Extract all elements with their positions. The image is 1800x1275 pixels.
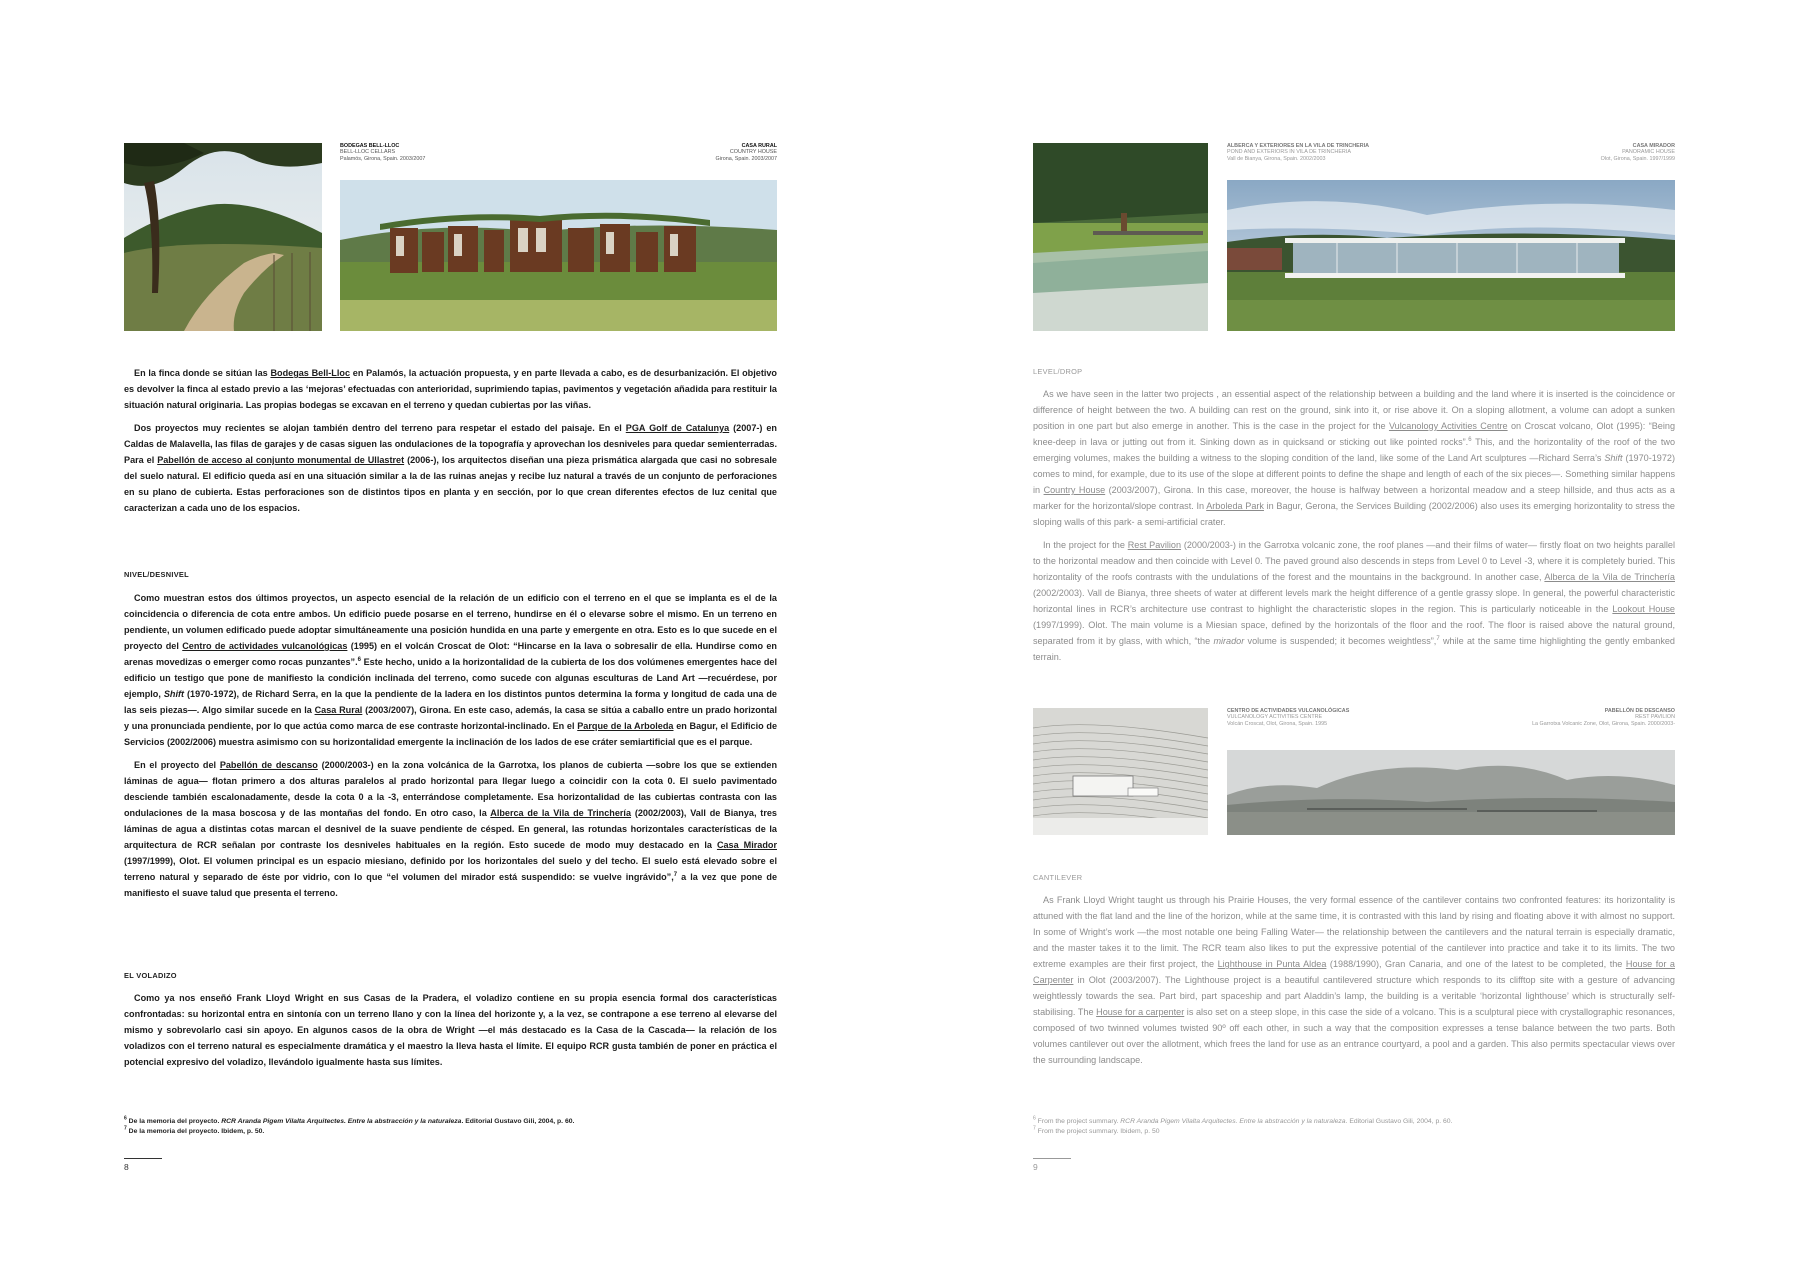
text-run: (2003/2007), Girona. In this case, moreover, the house is halfway between a horizontal meadow and a steep hillside, and thus acts as a marker for the horizontal/slope contrast. In [1033, 485, 1675, 511]
text-run: in Olot (2003/2007). The Lighthouse project is a beautiful cantilevered structure which responds to its clifftop site with a gesture of advancing weightlessly towards the sea. Part bird, part spaceship and part Aladdin’s lamp, the building is a veritable ‘horizontal lighthouse’ which is structurally self-stabilising. The [1033, 975, 1675, 1017]
footnote-number: 7 [1033, 1125, 1036, 1132]
alberca-photo [1033, 143, 1208, 331]
caption-title: CENTRO DE ACTIVIDADES VULCANOLÓGICAS [1227, 708, 1350, 714]
pavilion-photo [1227, 750, 1675, 835]
link-alberca-trincheria[interactable]: Alberca de la Vila de Trinchería [490, 808, 631, 818]
bell-lloc-image [124, 143, 322, 331]
text-italic: Shift [163, 689, 185, 699]
right-column-level [1033, 386, 1675, 672]
paragraph [1033, 537, 1675, 665]
text-run: As Frank Lloyd Wright taught us through his Prairie Houses, the very formal essence of the cantilever contains two confronted features: its horizontality is attuned with the flat land and the line of the horizon, while at the same time, it is contrasted with this land by rising and floating above it with almost no support. In some of Wright’s work —the most notable one being Falling Water— the relationship between the cantilevers and the natural terrain is especially dramatic, and the master takes it to the limit. The RCR team also likes to put the expressive potential of the cantilever into practice and take it to its limits. The two extreme examples are their first project, the [1033, 895, 1675, 969]
right-page [900, 0, 1800, 1275]
text-run: in Bagur, Gerona, the Services Building (2002/2006) also uses its emerging horizontality to stress the sloping walls of this park- a semi-artificial crater. [1033, 501, 1675, 527]
section-heading-level: LEVEL/DROP [1033, 367, 1083, 376]
paragraph [124, 420, 777, 516]
text-run: De la memoria del proyecto. Ibidem, p. 50. [128, 1128, 265, 1135]
caption-subtitle: BELL-LLOC CELLARS [340, 149, 396, 156]
caption-title: BODEGAS BELL-LLOC [340, 143, 400, 149]
paragraph [1033, 386, 1675, 530]
caption-place: La Garrotxa Volcanic Zone, Olot, Girona, Spain. 2000/2003- [1532, 720, 1675, 727]
footnote-ref: 6 [1468, 436, 1472, 443]
caption-title: CASA RURAL [741, 143, 777, 149]
text-run: (1995) en el volcán Croscat de Olot: “Hincarse en la lava o sobresalir de ella. Hundirse como en arenas movedizas o emerger como rocas punzantes”. [124, 641, 777, 667]
footnotes [1033, 1117, 1675, 1137]
text-run: on Croscat volcano, Olot (1995): “Being knee-deep in lava or jutting out from it. Sinking down as in quicksand or sticking out like pointed rocks”. [1033, 421, 1675, 447]
casa-rural-caption [560, 143, 777, 162]
caption-subtitle: COUNTRY HOUSE [729, 149, 777, 156]
footnote-ref: 6 [357, 656, 361, 663]
footnote-7 [1033, 1127, 1675, 1137]
text-run: Dos proyectos muy recientes se alojan también dentro del terreno para respetar el estado del paisaje. En el [134, 423, 626, 433]
right-column-cantilever [1033, 892, 1675, 1075]
text-italic: Shift [1604, 453, 1623, 463]
caption-title: PABELLÓN DE DESCANSO [1604, 708, 1675, 714]
pavilion-caption [1440, 708, 1675, 727]
text-run: (1970-1972), de Richard Serra, en la que la pendiente de la ladera en los distintos puntos determina la forma y longitud de cada una de las seis piezas—. Algo similar sucede en la [124, 689, 777, 715]
left-column-voladizo [124, 990, 777, 1077]
text-run: From the project summary. Ibidem, p. 50 [1037, 1128, 1160, 1135]
link-casa-rural[interactable]: Casa Rural [314, 705, 363, 715]
caption-subtitle: REST PAVILION [1635, 714, 1675, 721]
link-country-house[interactable]: Country House [1043, 485, 1106, 495]
caption-subtitle: POND AND EXTERIORS IN VILA DE TRINCHERIA [1227, 149, 1351, 156]
text-run: (2007-) en Caldas de Malavella, las filas de garajes y de casas siguen las ondulaciones de la topografía y aprovechan los desniveles para quedar semienterradas. Para el [124, 423, 777, 465]
caption-place: Volcán Croscat, Olot, Girona, Spain. 1995 [1227, 720, 1328, 727]
footnote-ref: 7 [1436, 635, 1440, 642]
link-vulcanology-centre[interactable]: Vulcanology Activities Centre [1388, 421, 1508, 431]
caption-place: Vall de Bianya, Girona, Spain. 2002/2003 [1227, 155, 1326, 162]
page-number: 8 [124, 1162, 129, 1172]
text-run: In the project for the [1043, 540, 1128, 550]
footnote-number: 6 [1033, 1115, 1036, 1122]
text-run: en Palamós, la actuación propuesta, y en parte llevada a cabo, es de desurbanización. El objetivo es devolver la finca al estado previo a las ‘mejoras’ efectuadas con anterioridad, suprimiendo tapias, pavimentos y vegetación añadida para restituir la situación natural originaria. Las propias bodegas se excavan en el terreno y quedan cubiertas por las viñas. [124, 368, 777, 410]
mirador-photo [1227, 180, 1675, 331]
link-pga-golf[interactable]: PGA Golf de Catalunya [625, 423, 730, 433]
pavilion-image [1227, 750, 1675, 835]
bell-lloc-photo [124, 143, 322, 331]
text-run: (2000/2003-) in the Garrotxa volcanic zone, the roof planes —and their films of water— firstly float on two heights parallel to the horizontal meadow and then coincide with Level 0. The paved ground also descends in steps from Level 0 to Level -3, where it is completely buried. This horizontality of the roofs contrasts with the undulations of the forest and the mountains in the background. In another case, [1033, 540, 1675, 582]
text-run: (1997/1999). Olot. The main volume is a Miesian space, defined by the horizontals of the floor and the roof. The floor is raised above the natural ground, separated from it by glass, with which, “the [1033, 620, 1675, 646]
footnotes [124, 1117, 777, 1137]
text-run: (2002/2003). Vall de Bianya, three sheets of water at different levels mark the height difference of a gentle grassy slope. In general, the powerful characteristic horizontal lines in RCR’s architecture use contrast to highlight the characteristic slopes in the region. This is particularly noticeable in the [1033, 588, 1675, 614]
text-run: (1988/1990), Gran Canaria, and one of the latest to be completed, the [1326, 959, 1626, 969]
vulcano-photo [1033, 708, 1208, 835]
page-number: 9 [1033, 1162, 1038, 1172]
link-bodegas-bell-lloc[interactable]: Bodegas Bell-Lloc [270, 368, 351, 378]
section-heading-nivel: NIVEL/DESNIVEL [124, 570, 189, 579]
footnote-number: 6 [124, 1115, 127, 1122]
paragraph [124, 590, 777, 750]
text-italic: RCR Aranda Pigem Vilalta Arquitectes. Entre la abstracción y la naturaleza [221, 1118, 462, 1125]
text-run: a la vez que pone de manifiesto el suave talud que presenta el terreno. [124, 872, 777, 898]
footnote-number: 7 [124, 1125, 127, 1132]
text-run: . Editorial Gustavo Gili, 2004, p. 60. [1345, 1118, 1453, 1125]
text-run: (2003/2007), Girona. En este caso, además, la casa se sitúa a caballo entre un prado horizontal y una pronunciada pendiente, por lo que actúa como marca de ese contraste horizontal-inclinado. En el [124, 705, 777, 731]
caption-subtitle: PANORAMIC HOUSE [1622, 149, 1675, 156]
link-centro-vulcanologicas[interactable]: Centro de actividades vulcanológicas [182, 641, 348, 651]
link-house-for-a-carpenter-2[interactable]: House for a carpenter [1096, 1007, 1185, 1017]
caption-subtitle: VULCANOLOGY ACTIVITIES CENTRE [1227, 714, 1323, 721]
alberca-caption [1227, 143, 1369, 162]
page-number-rule [1033, 1158, 1071, 1159]
text-italic: mirador [1213, 636, 1245, 646]
link-pabellon-descanso[interactable]: Pabellón de descanso [219, 760, 318, 770]
caption-place: Palamós, Girona, Spain. 2003/2007 [340, 155, 426, 162]
text-italic: RCR Aranda Pigem Vilalta Arquitectes. Entre la abstracción y la naturaleza [1120, 1118, 1346, 1125]
vulcano-model-image [1033, 708, 1208, 835]
text-run: en Bagur, el Edificio de Servicios (2002/2006) muestra asimismo con su horizontalidad emergente la inclinación de los lados de ese cráter semiartificial que es el parque. [124, 721, 777, 747]
text-run: (2006-), los arquitectos diseñan una pieza prismática alargada que casi no sobresale del suelo natural. El edificio queda así en una situación similar a la de las ruinas anejas y recibe luz natural a través de un conjunto de perforaciones en su plano de cubierta. Estas perforaciones son de distintos tipos en planta y en sección, por lo que crean diferentes efectos de luz cenital que caracterizan a cada uno de los espacios. [124, 455, 777, 513]
text-run: (2002/2003), Vall de Bianya, tres láminas de agua a distintas cotas marcan el desnivel de la suave pendiente de césped. En general, las rotundas horizontales características de la arquitectura de RCR señalan por contraste los desniveles habituales en la región. Esto sucede de modo muy destacado en la [124, 808, 777, 850]
casa-rural-photo [340, 180, 777, 331]
text-run: From the project summary. [1037, 1118, 1121, 1125]
footnote-7 [124, 1127, 777, 1137]
text-run: De la memoria del proyecto. [128, 1118, 222, 1125]
text-run: This, and the horizontality of the roof of the two emerging volumes, makes the building a witness to the sloping condition of the land, like some of the Land Art sculptures —Richard Serra’s [1033, 437, 1676, 463]
link-arboleda-park[interactable]: Arboleda Park [1206, 501, 1264, 511]
text-run: En la finca donde se sitúan las [134, 368, 271, 378]
section-heading-cantilever: CANTILEVER [1033, 873, 1083, 882]
footnote-6 [124, 1117, 777, 1127]
page-number-rule [124, 1158, 162, 1159]
caption-title: ALBERCA Y EXTERIORES EN LA VILA DE TRINCHERIA [1227, 143, 1370, 149]
bell-lloc-caption [340, 143, 425, 162]
paragraph [124, 365, 777, 413]
casa-rural-image [340, 180, 777, 331]
paragraph [1033, 892, 1675, 1068]
link-rest-pavilion[interactable]: Rest Pavilion [1127, 540, 1182, 550]
text-run: As we have seen in the latter two projects , an essential aspect of the relationship between a building and the land where it is inserted is the coincidence or difference of height between the two. A building can rest on the ground, sink into it, or rise above it. On a sloping allotment, a volume can adopt a sunken position in one part but also emerge in another. This is the case in the project for the [1033, 389, 1675, 431]
text-run: En el proyecto del [134, 760, 220, 770]
text-run: Como muestran estos dos últimos proyectos, un aspecto esencial de la relación de un edificio con el terreno en el que se implanta es el de la coincidencia o diferencia de cota entre ambos. Un edificio puede posarse en el terreno, hundirse en él o elevarse sobre el mismo. En un terreno en pendiente, un volumen edificado puede adoptar simultáneamente una posición hundida en una parte y emergente en otra. Esto es lo que sucede en el proyecto del [124, 593, 777, 651]
text-run: is also set on a steep slope, in this case the side of a volcano. This is a sculptural piece with crystallographic resonances, composed of two twinned volumes twisted 90º off each other, in such a way that the composition expresses a tense balance between the two parts. Both volumes cantilever out over the allotment, which frees the land for use as an entrance courtyard, a pool and a garden. This also permits spectacular views over the surrounding landscape. [1033, 1007, 1675, 1065]
text-run: volume is suspended; it becomes weightless”, [1244, 636, 1437, 646]
text-run: (1970-1972) comes to mind, for example, due to its use of the slope at different points to define the shape and length of each of the six pieces—. Something similar happens in [1033, 453, 1675, 495]
link-casa-mirador[interactable]: Casa Mirador [716, 840, 777, 850]
mirador-caption [1460, 143, 1675, 162]
paragraph: Como ya nos enseñó Frank Lloyd Wright en sus Casas de la Pradera, el voladizo contiene en su propia esencia formal dos características confrontadas: su horizontal entra en sintonía con un terreno llano y con la línea del horizonte y, a la vez, se contrapone a ese terreno al elevarse del mismo y sobrevolarlo casi sin apoyo. En algunos casos de la obra de Wright —el más destacado es la Casa de la Cascada— la relación de los voladizos con el terreno natural es especialmente dramática y el maestro la lleva hasta el límite. El equipo RCR gusta también de poner en práctica el potencial expresivo del voladizo, llevándolo igualmente hasta sus límites. [124, 993, 777, 1067]
caption-title: CASA MIRADOR [1632, 143, 1675, 149]
alberca-image [1033, 143, 1208, 331]
left-column-intro [124, 365, 777, 523]
footnote-ref: 7 [673, 871, 678, 878]
footnote-6 [1033, 1117, 1675, 1127]
section-heading-voladizo: EL VOLADIZO [124, 971, 177, 980]
link-parque-arboleda[interactable]: Parque de la Arboleda [577, 721, 674, 731]
text-run: Este hecho, unido a la horizontalidad de la cubierta de los dos volúmenes emergentes hace del edificio un testigo que pone de manifiesto la condición inclinada del terreno, como sucede con algunas esculturas de Land Art —recuérdese, por ejemplo, [124, 657, 777, 699]
link-alberca-trincheria[interactable]: Alberca de la Vila de Trinchería [1544, 572, 1675, 582]
paragraph [124, 757, 777, 901]
mirador-image [1227, 180, 1675, 331]
link-house-for-a-carpenter[interactable]: House for a Carpenter [1033, 959, 1675, 985]
caption-place: Girona, Spain. 2003/2007 [715, 155, 777, 162]
text-run: . Editorial Gustavo Gili, 2004, p. 60. [461, 1118, 575, 1125]
caption-place: Olot, Girona, Spain. 1997/1999 [1600, 155, 1675, 162]
link-pabellon-ullastret[interactable]: Pabellón de acceso al conjunto monumental de Ullastret [157, 455, 405, 465]
link-lookout-house[interactable]: Lookout House [1612, 604, 1675, 614]
text-run: while at the same time highlighting the gently embanked terrain. [1033, 636, 1675, 662]
vulcano-caption [1227, 708, 1349, 727]
text-run: (1997/1999), Olot. El volumen principal es un espacio miesiano, definido por los horizontales del suelo y del techo. El suelo está elevado sobre el terreno natural y separado de éste por vidrio, con lo que “el volumen del mirador está suspendido: se vuelve ingrávido”, [124, 856, 777, 882]
link-lighthouse-punta-aldea[interactable]: Lighthouse in Punta Aldea [1217, 959, 1327, 969]
text-run: (2000/2003-) en la zona volcánica de la Garrotxa, los planos de cubierta —sobre los que se extienden láminas de agua— flotan primero a dos alturas paralelos al prado horizontal para llegar luego a coincidir con la cota 0. El suelo pavimentado desciende también escalonadamente, desde la cota 0 a la -3, enterrándose completamente. Esa horizontalidad de las cubiertas contrasta con las ondulaciones de la masa boscosa y de las montañas del fondo. En otro caso, la [124, 760, 778, 818]
left-column-nivel [124, 590, 777, 908]
